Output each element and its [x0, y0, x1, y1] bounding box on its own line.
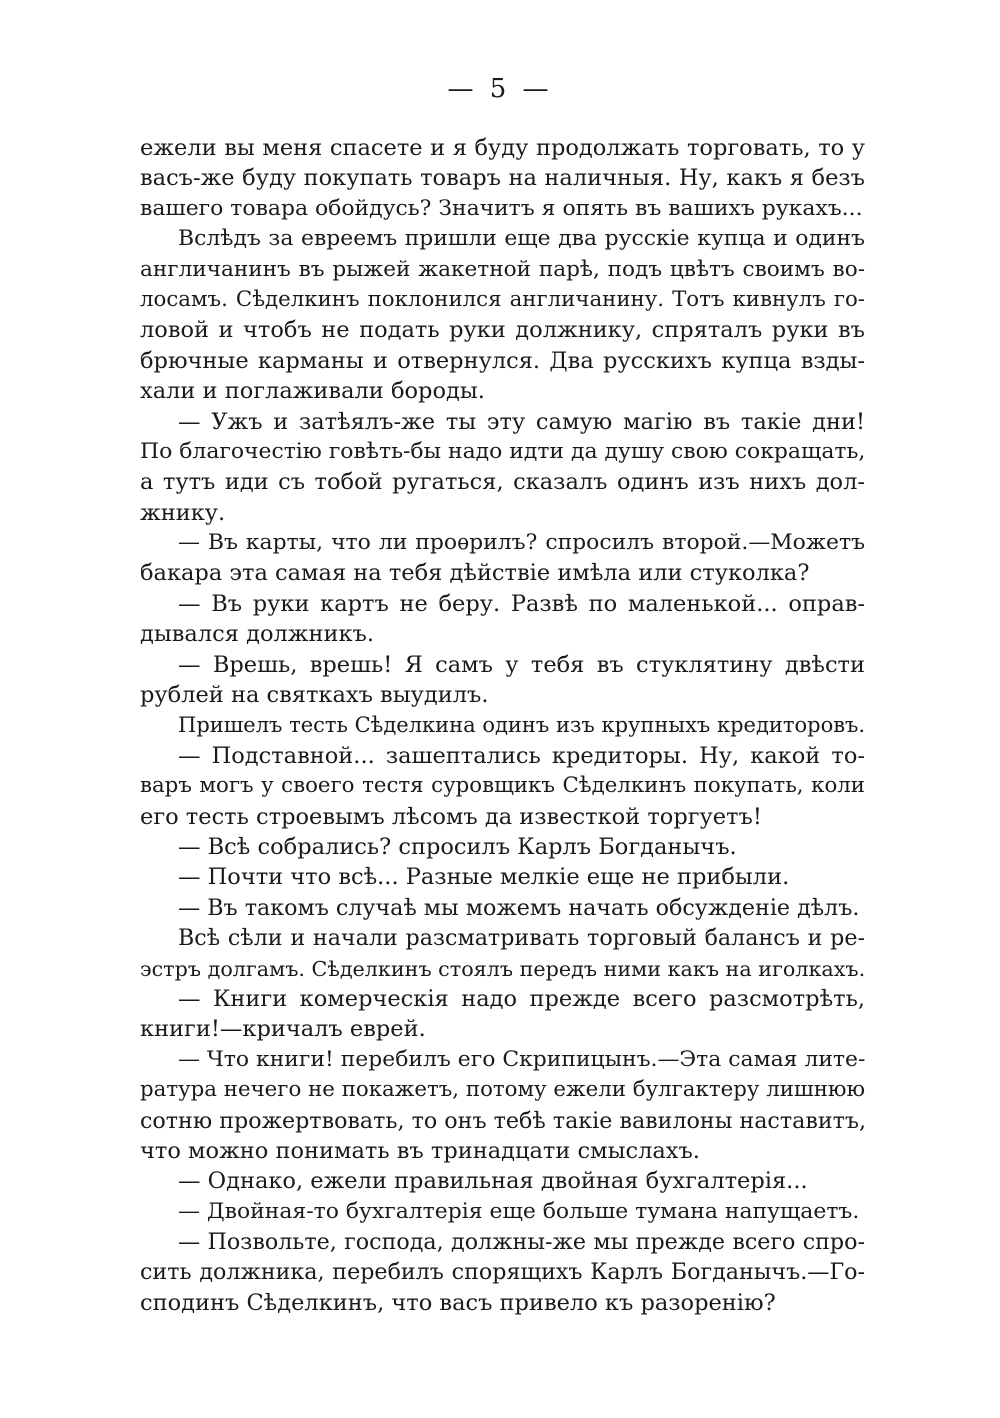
- page-number: — 5 —: [447, 74, 553, 104]
- text-line: англичанинъ въ рыжей жакетной парѣ, подъ цвѣтъ своимъ во-: [140, 256, 865, 282]
- text-line: эстръ долгамъ. Сѣделкинъ стоялъ передъ ними какъ на иголкахъ.: [140, 956, 866, 981]
- text-line: брючные карманы и отвернулся. Два русскихъ купца взды-: [140, 347, 865, 374]
- text-line: васъ-же буду покупать товаръ на наличныя. Ну, какъ я безъ: [140, 165, 865, 192]
- text-line: — Ужъ и затѣялъ-же ты эту самую магію въ такіе дни!: [178, 408, 865, 435]
- text-line: вашего товара обойдусь? Значитъ я опять въ вашихъ рукахъ...: [140, 195, 863, 221]
- text-line: лосамъ. Сѣделкинъ поклонился англичанину. Тотъ кивнулъ го-: [140, 286, 865, 312]
- text-line: — Почти что всѣ... Разные мелкіе еще не прибыли.: [178, 864, 790, 891]
- text-line: — Въ карты, что ли проѳрилъ? спросилъ второй.—Можетъ: [178, 530, 865, 556]
- text-line: По благочестію говѣть-бы надо идти да душу свою сокращать,: [140, 438, 866, 464]
- text-line: дывался должникъ.: [140, 621, 374, 648]
- text-line: ловой и чтобъ не подать руки должнику, спряталъ руки въ: [140, 317, 865, 344]
- body-text: [140, 133, 865, 1318]
- text-line: рублей на святкахъ выудилъ.: [140, 682, 489, 709]
- text-line: варъ могъ у своего тестя суровщикъ Сѣделкинъ покупать, коли: [140, 773, 865, 799]
- text-line: — Что книги! перебилъ его Скрипицынъ.—Эта самая лите-: [178, 1046, 866, 1072]
- text-line: жнику.: [140, 499, 226, 526]
- text-line: сподинъ Сѣделкинъ, что васъ привело къ разоренію?: [140, 1289, 776, 1316]
- text-line: хали и поглаживали бороды.: [140, 378, 485, 405]
- text-line: ратура нечего не покажетъ, потому ежели булгактеру лишнюю: [140, 1077, 865, 1103]
- text-line: — Двойная-то бухгалтерія еще больше тумана напущаетъ.: [178, 1198, 860, 1224]
- text-line: бакара эта самая на тебя дѣйствіе имѣла или стуколка?: [140, 560, 810, 587]
- text-line: — Позвольте, господа, должны-же мы прежде всего спро-: [178, 1229, 865, 1256]
- text-line: ежели вы меня спасете и я буду продолжать торговать, то у: [140, 135, 865, 161]
- text-line: книги!—кричалъ еврей.: [140, 1016, 426, 1043]
- text-line: — Подставной... зашептались кредиторы. Ну, какой то-: [178, 742, 865, 769]
- text-line: сить должника, перебилъ спорящихъ Карлъ Богданычъ.—Го-: [140, 1259, 865, 1286]
- text-line: сотню прожертвовать, то онъ тебѣ такіе вавилоны наставитъ,: [140, 1107, 867, 1134]
- text-line: — Однако, ежели правильная двойная бухгалтерія...: [178, 1168, 808, 1195]
- text-line: — Въ руки картъ не беру. Развѣ по маленькой... оправ-: [178, 590, 865, 617]
- text-line: Всѣ сѣли и начали разсматривать торговый балансъ и ре-: [178, 925, 865, 952]
- text-line: — Врешь, врешь! Я самъ у тебя въ стуклятину двѣсти: [178, 651, 865, 678]
- text-line: а тутъ иди съ тобой ругаться, сказалъ одинъ изъ нихъ дол-: [140, 469, 865, 496]
- text-line: Вслѣдъ за евреемъ пришли еще два русскіе купца и одинъ: [178, 226, 865, 252]
- text-line: Пришелъ тесть Сѣделкина одинъ изъ крупныхъ кредиторовъ.: [178, 713, 866, 738]
- text-line: — Въ такомъ случаѣ мы можемъ начать обсужденіе дѣлъ.: [178, 894, 860, 921]
- text-line: — Книги комерческія надо прежде всего разсмотрѣть,: [178, 985, 865, 1012]
- text-line: его тесть строевымъ лѣсомъ да известкой торгуетъ!: [140, 803, 762, 830]
- text-line: — Всѣ собрались? спросилъ Карлъ Богданычъ.: [178, 833, 737, 860]
- text-line: что можно понимать въ тринадцати смыслахъ.: [140, 1137, 700, 1164]
